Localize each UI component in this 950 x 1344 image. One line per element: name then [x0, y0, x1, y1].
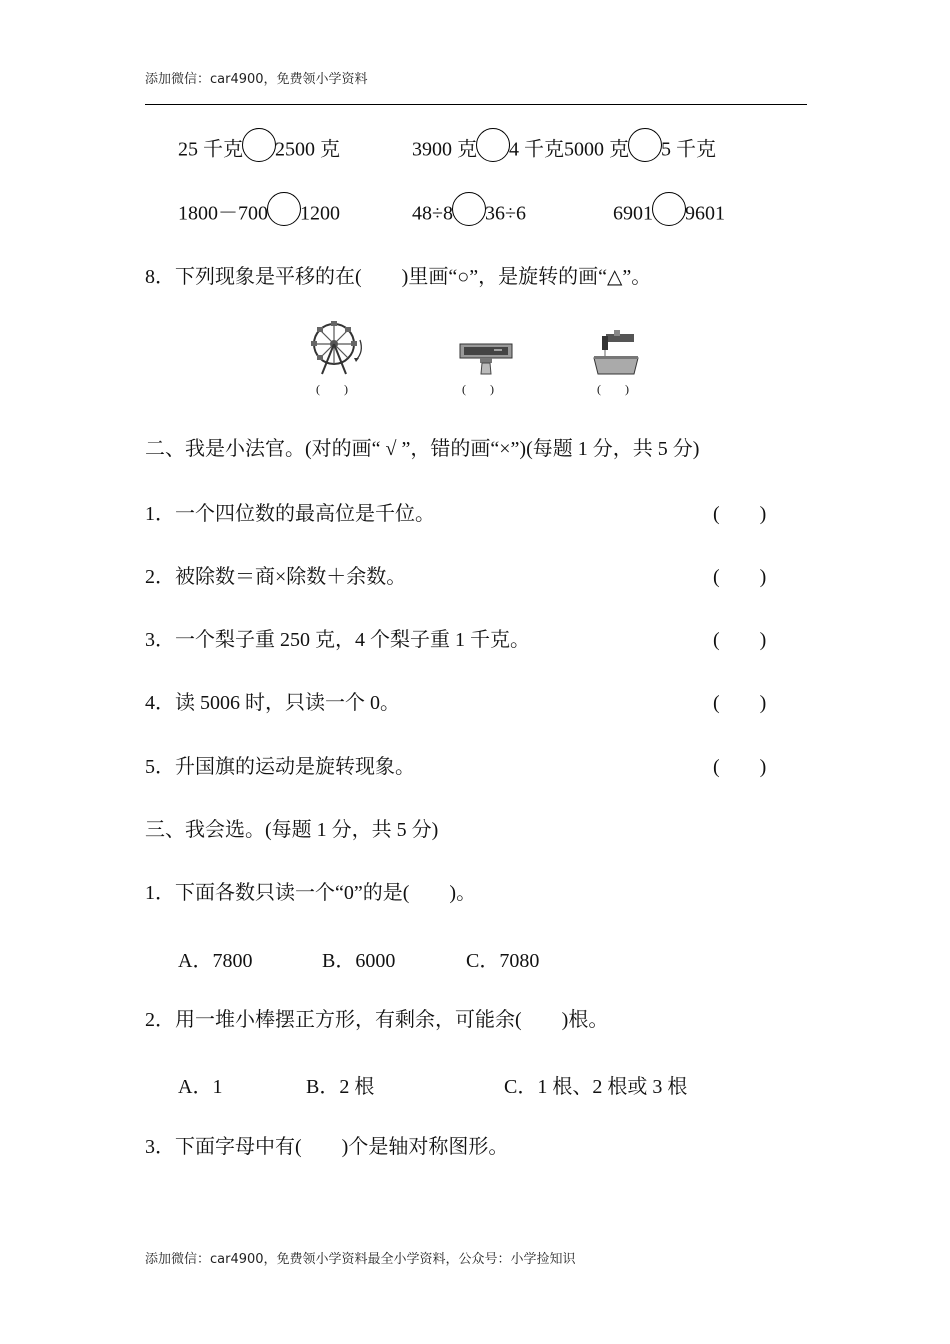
picture-caption: ( ) [316, 382, 348, 396]
compare-item: 25 千克 2500 克 [178, 134, 340, 168]
judge-item: 3．一个梨子重 250 克，4 个梨子重 1 千克。 [145, 629, 530, 651]
compare-item: 3900 克 4 千克5000 克 5 千克 [412, 134, 716, 168]
judge-item: 1．一个四位数的最高位是千位。 [145, 503, 435, 525]
option-c[interactable]: C．1 根、2 根或 3 根 [504, 1076, 688, 1098]
compare-item: 48÷8 36÷6 [412, 198, 526, 232]
question-8: 8．下列现象是平移的在( )里画“○”，是旋转的画“△”。 [145, 266, 652, 288]
choice-question-3: 3．下面字母中有( )个是轴对称图形。 [145, 1136, 509, 1158]
compare-item: 6901 9601 [613, 198, 725, 232]
choice-question-1: 1．下面各数只读一个“0”的是( )。 [145, 882, 477, 904]
answer-circle[interactable] [452, 192, 486, 226]
faucet-sink-icon [592, 330, 642, 376]
answer-bracket[interactable]: ( ) [713, 756, 767, 778]
option-a[interactable]: A．1 [178, 1076, 223, 1098]
option-c[interactable]: C．7080 [466, 950, 540, 972]
answer-circle[interactable] [267, 192, 301, 226]
option-b[interactable]: B．2 根 [306, 1076, 375, 1098]
picture-caption: ( ) [462, 382, 494, 396]
answer-circle[interactable] [476, 128, 510, 162]
compare-item: 1800－700 1200 [178, 198, 340, 232]
option-b[interactable]: B．6000 [322, 950, 396, 972]
choice-question-2: 2．用一堆小棒摆正方形，有剩余，可能余( )根。 [145, 1009, 609, 1031]
answer-circle[interactable] [628, 128, 662, 162]
judge-item: 4．读 5006 时，只读一个 0。 [145, 692, 400, 714]
judge-item: 2．被除数＝商×除数＋余数。 [145, 566, 407, 588]
ferris-wheel-icon [306, 318, 368, 376]
answer-bracket[interactable]: ( ) [713, 566, 767, 588]
answer-bracket[interactable]: ( ) [713, 629, 767, 651]
answer-bracket[interactable]: ( ) [713, 503, 767, 525]
section-2-title: 二、我是小法官。(对的画“ √ ”，错的画“×”)(每题 1 分，共 5 分) [145, 438, 700, 460]
answer-circle[interactable] [652, 192, 686, 226]
option-a[interactable]: A．7800 [178, 950, 253, 972]
section-3-title: 三、我会选。(每题 1 分，共 5 分) [145, 819, 439, 841]
drawer-icon [458, 340, 516, 378]
picture-caption: ( ) [597, 382, 629, 396]
header-rule [145, 104, 807, 105]
answer-circle[interactable] [242, 128, 276, 162]
answer-bracket[interactable]: ( ) [713, 692, 767, 714]
page-footer: 添加微信：car4900，免费领小学资料最全小学资料，公众号：小学捡知识 [145, 1252, 576, 1267]
judge-item: 5．升国旗的运动是旋转现象。 [145, 756, 415, 778]
page-header: 添加微信：car4900，免费领小学资料 [145, 72, 368, 87]
